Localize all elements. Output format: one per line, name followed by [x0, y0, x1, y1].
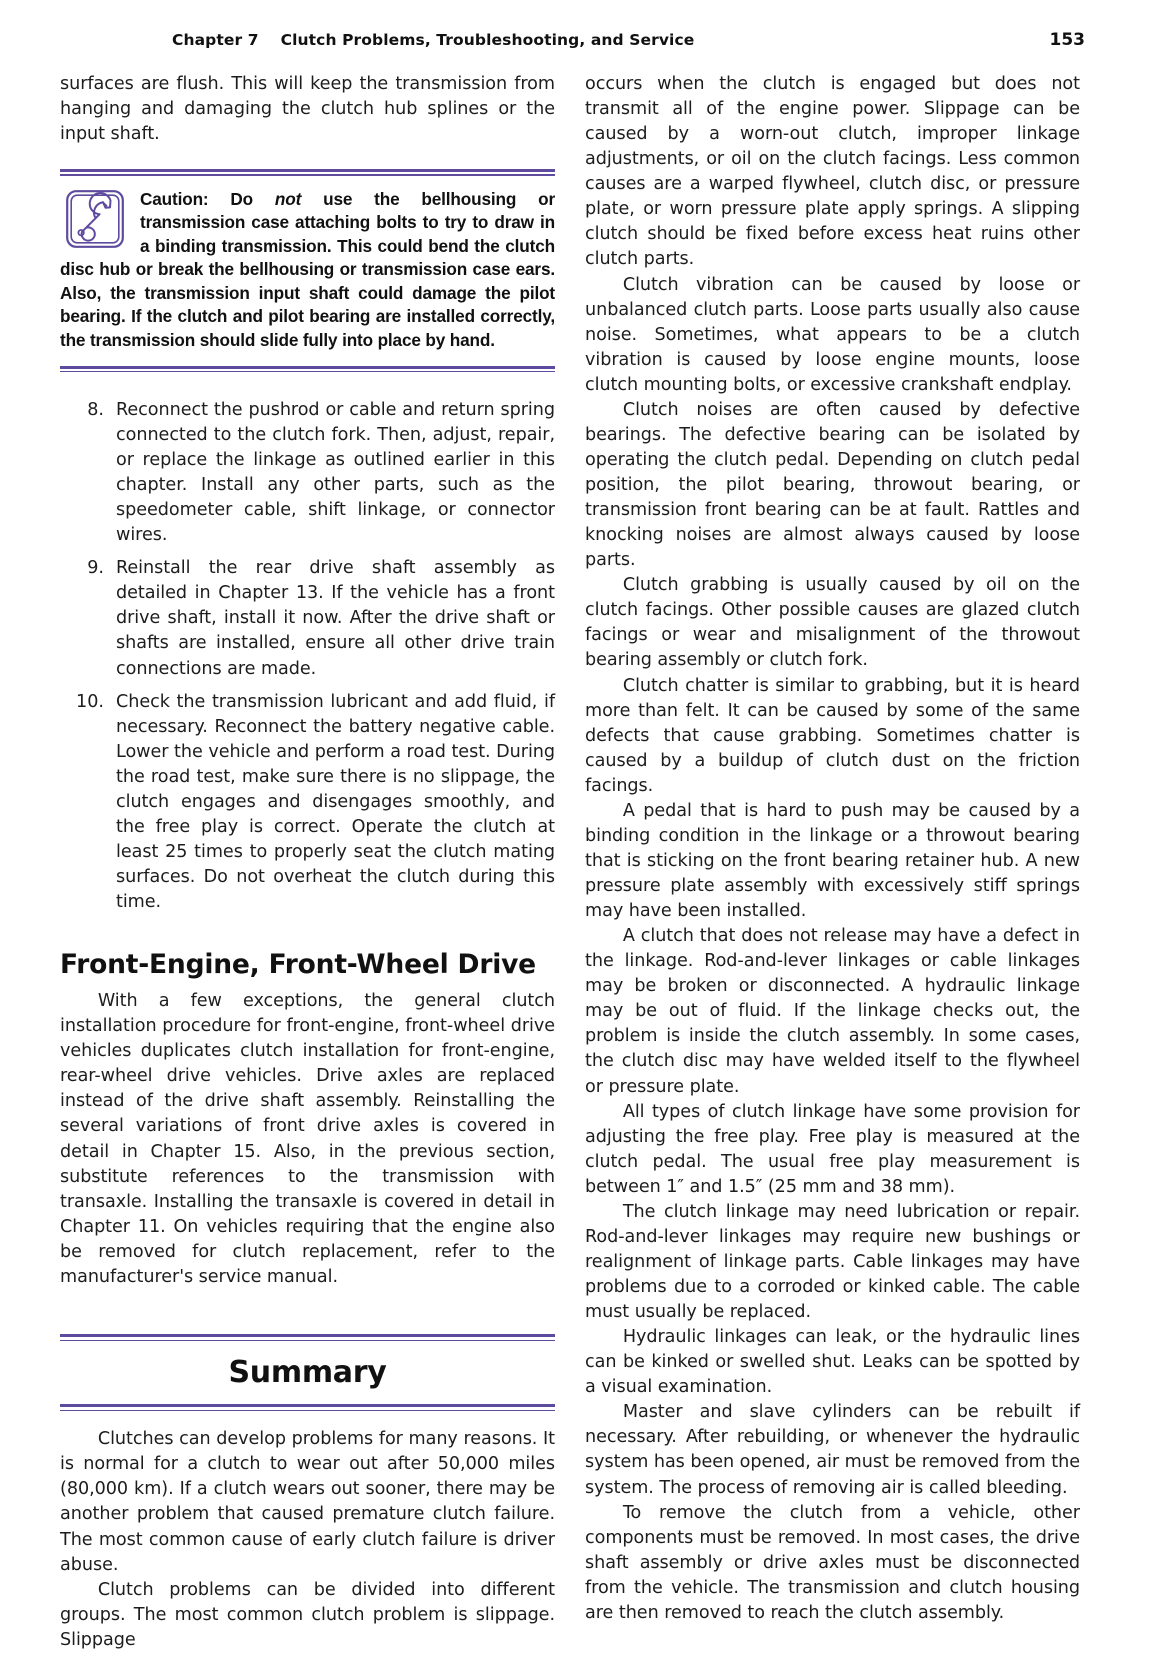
wrench-icon [66, 190, 124, 248]
caution-text [60, 188, 555, 353]
section-heading: Front-Engine, Front-Wheel Drive [60, 949, 536, 981]
body-paragraph: Master and slave cylinders can be rebuilt if necessary. After rebuilding, or whenever the hydraulic system has been opened, air must be removed from the system. The process of removing air is called bleeding. [585, 1402, 1080, 1498]
two-column-body [60, 72, 1096, 1653]
page-number: 153 [1049, 30, 1085, 50]
running-head-title [172, 31, 694, 49]
body-paragraph: To remove the clutch from a vehicle, other components must be removed. In most cases, the drive shaft assembly or drive axles must be disconnected from the vehicle. The transmission and clutch housing are then removed to reach the clutch assembly. [585, 1502, 1080, 1623]
step-number: 8. [87, 399, 104, 420]
continued-paragraph: surfaces are flush. This will keep the transmission from hanging and damaging the clutch hub splines or the input shaft. [60, 74, 555, 145]
summary-rule-bottom-thin [60, 1410, 555, 1412]
numbered-steps-list [60, 398, 555, 915]
body-paragraph: A pedal that is hard to push may be caused by a binding condition in the linkage or a throwout bearing that is sticking on the front bearing retainer hub. A new pressure plate assembly with excessively stiff springs may have been installed. [585, 800, 1080, 922]
caution-emphasis: not [274, 188, 302, 209]
chapter-title: Clutch Problems, Troubleshooting, and Service [280, 31, 695, 49]
summary-paragraph: Clutch problems can be divided into different groups. The most common clutch problem is slippage. Slippage [60, 1579, 555, 1650]
body-paragraph: Clutch grabbing is usually caused by oil on the clutch facings. Other possible causes are glazed clutch facings or wear and misalignment of the throwout bearing assembly or clutch fork. [585, 575, 1080, 671]
summary-heading: Summary [228, 1355, 387, 1391]
step-number: 10. [76, 691, 104, 712]
list-item [60, 398, 555, 548]
section-paragraph: With a few exceptions, the general clutch installation procedure for front-engine, front-wheel drive vehicles duplicates clutch installation for front-engine, rear-wheel drive vehicles. Drive axles are replaced instead of the drive shaft assembly. Reinstalling the several variations of front drive axles is covered in detail in Chapter 15. Also, in the previous section, substitute references to the transmission with transaxle. Installing the transaxle is covered in detail in Chapter 11. On vehicles requiring that the engine also be removed for clutch replacement, refer to the manufacturer's service manual. [60, 991, 555, 1287]
step-text: Reinstall the rear drive shaft assembly as detailed in Chapter 13. If the vehicle has a front drive shaft, install it now. After the drive shaft or shafts are installed, ensure all other drive train connections are made. [116, 558, 555, 679]
body-paragraph: Clutch noises are often caused by defective bearings. The defective bearing can be isolated by operating the clutch pedal. Depending on clutch pedal position, the pilot bearing, throwout bearing, or transmission front bearing can be at fault. Rattles and knocking noises are almost always caused by loose parts. [585, 399, 1080, 571]
body-paragraph: A clutch that does not release may have a defect in the linkage. Rod-and-lever linkages or cable linkages may be broken or disconnected. A hydraulic linkage may be out of fluid. If the linkage checks out, the problem is inside the clutch assembly. In some cases, the clutch disc may have welded itself to the flywheel or pressure plate. [585, 926, 1080, 1097]
step-text: Reconnect the pushrod or cable and return spring connected to the clutch fork. Then, adjust, repair, or replace the linkage as outlined earlier in this chapter. Install any other parts, such as the speedometer cable, shift linkage, or connector wires. [116, 399, 555, 546]
body-paragraph: occurs when the clutch is engaged but does not transmit all of the engine power. Slippage can be caused by a worn-out clutch, improper linkage adjustments, or oil on the clutch facings. Less common causes are a warped flywheel, clutch disc, or pressure plate, or worn pressure plate apply springs. A slipping clutch should be fixed before excess heat ruins other clutch parts. [585, 74, 1080, 270]
summary-rule-top-thick [60, 1334, 555, 1337]
step-number: 9. [87, 558, 104, 579]
caution-text-before: Caution: Do [140, 188, 275, 209]
body-paragraph: Clutch chatter is similar to grabbing, but it is heard more than felt. It can be caused by some of the same defects that cause grabbing. Sometimes chatter is caused by a buildup of clutch dust on the friction facings. [585, 675, 1080, 796]
summary-rule-top [60, 1334, 555, 1341]
caution-rule-bottom-thin [60, 371, 555, 372]
chapter-label: Chapter 7 [172, 31, 259, 49]
body-paragraph: Hydraulic linkages can leak, or the hydraulic lines can be kinked or swelled shut. Leaks can be spotted by a visual examination. [585, 1327, 1080, 1398]
summary-heading-block [60, 1334, 555, 1411]
list-item [60, 690, 555, 916]
body-paragraph: The clutch linkage may need lubrication or repair. Rod-and-lever linkages may require new bushings or realignment of linkage parts. Cable linkages may have problems due to a corroded or kinked cable. The cable must usually be replaced. [585, 1201, 1080, 1323]
left-column [60, 72, 555, 1653]
body-paragraph: Clutch vibration can be caused by loose or unbalanced clutch parts. Loose parts usually also cause noise. Sometimes, what appears to be a clutch vibration is caused by loose engine mounts, loose clutch mounting bolts, or excessive crankshaft endplay. [585, 274, 1080, 395]
summary-paragraph: Clutches can develop problems for many reasons. It is normal for a clutch to wear out after 50,000 miles (80,000 km). If a clutch wears out sooner, there may be another problem that caused premature clutch failure. The most common cause of early clutch failure is driver abuse. [60, 1429, 555, 1575]
summary-rule-bottom [60, 1404, 555, 1411]
caution-body [60, 176, 555, 366]
caution-rule-bottom-thick [60, 366, 555, 369]
caution-box [60, 169, 555, 372]
summary-rule-bottom-thick [60, 1404, 555, 1407]
running-head [60, 30, 1096, 50]
body-paragraph: All types of clutch linkage have some provision for adjusting the free play. Free play is measured at the clutch pedal. The usual free play measurement is between 1″ and 1.5″ (25 mm and 38 mm). [585, 1101, 1080, 1197]
step-text: Check the transmission lubricant and add fluid, if necessary. Reconnect the battery negative cable. Lower the vehicle and perform a road test. During the road test, make sure there is no slippage, the clutch engages and disengages smoothly, and the free play is correct. Operate the clutch at least 25 times to properly seat the clutch mating surfaces. Do not overheat the clutch during this time. [116, 691, 555, 913]
caution-rule-top-thick [60, 169, 555, 172]
right-column [585, 72, 1080, 1626]
list-item [60, 556, 555, 681]
caution-text-after: use the bellhousing or transmission case attaching bolts to try to draw in a binding transmission. This could bend the clutch disc hub or break the bellhousing or transmission case ears. Also, the transmission input shaft could damage the pilot bearing. If the clutch and pilot bearing are installed correctly, the transmission should slide fully into place by hand. [60, 188, 555, 350]
